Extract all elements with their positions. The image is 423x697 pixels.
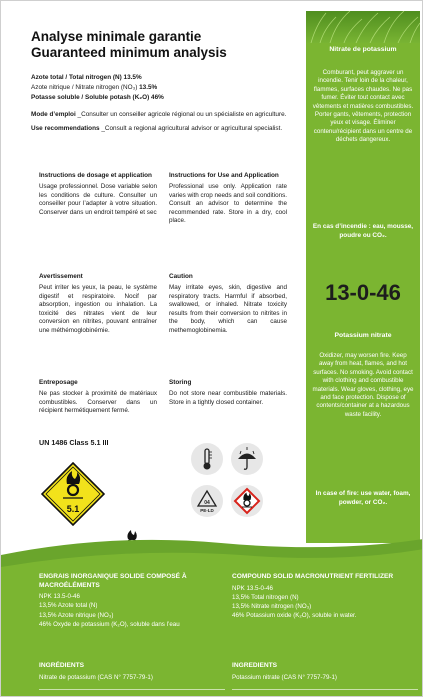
fr-warning-title: Avertissement bbox=[39, 273, 83, 280]
bottom-en-line: 46% Potassium oxide (K₂O), soluble in water. bbox=[232, 612, 357, 620]
fr-warning-section bbox=[39, 273, 157, 336]
fr-warning-text: Peut irriter les yeux, la peau, le système digestif et respiratoire. Nocif par absorption, ingestion ou inhalation. La toxicité des nitrates vient de leur conversion en nitrites, pouvant entraîner une méthémoglobinémie. bbox=[39, 284, 157, 334]
title-en: Guaranteed minimum analysis bbox=[31, 45, 227, 60]
panel-en-fire-text: In case of fire: use water, foam, powder, or CO₂. bbox=[315, 490, 411, 506]
bottom-fr-column bbox=[39, 573, 225, 681]
bottom-en-divider bbox=[232, 689, 418, 690]
panel-en-hazard-text: Oxidizer, may worsen fire. Keep away from heat, flames, and hot surfaces. No smoking. Avoid contact with clothing and combustible materials. Wear gloves, clothing, eye and face protection. Dispose of contents/container at a hazardous waste facility. bbox=[312, 352, 414, 418]
bottom-en-line: NPK 13.5-0-46 bbox=[232, 584, 273, 592]
usage-fr-text: _Consulter un conseiller agricole régional ou un spécialiste en agriculture. bbox=[75, 111, 287, 118]
usage-en-text: _Consult a regional agricultural advisor or agricultural specialist. bbox=[99, 124, 283, 132]
bottom-en-line: 13,5% Total nitrogen (N) bbox=[232, 593, 299, 601]
fr-storage-title: Entreposage bbox=[39, 379, 78, 386]
fr-dosage-title: Instructions de dosage et application bbox=[39, 172, 152, 179]
analysis-soluble-potash: Potasse soluble / Soluble potash (K₂O) 46% bbox=[31, 94, 164, 101]
bottom-fr-line: 13,5% Azote nitrique (NO₃) bbox=[39, 611, 114, 619]
bottom-fr-title: ENGRAIS INORGANIQUE SOLIDE COMPOSÉ À MACROÉLÉMENTS bbox=[39, 573, 187, 589]
bottom-fr-ingredients-title: INGRÉDIENTS bbox=[39, 662, 85, 669]
en-caution-title: Caution bbox=[169, 273, 193, 280]
panel-header-band bbox=[306, 11, 420, 43]
bottom-fr-list bbox=[39, 592, 225, 629]
pe-ld-label: PE-LD bbox=[200, 508, 214, 513]
title-fr: Analyse minimale garantie bbox=[31, 29, 202, 44]
usage-fr-label: Mode d’emploi bbox=[31, 111, 76, 118]
analysis-block bbox=[31, 73, 301, 103]
bottom-en-column bbox=[232, 573, 418, 681]
en-storing-section bbox=[169, 379, 287, 407]
analysis-total-nitrogen: Azote total / Total nitrogen (N) 13.5% bbox=[31, 74, 142, 81]
oxidizer-hazard-diamond bbox=[41, 462, 105, 526]
fr-storage-section bbox=[39, 379, 157, 416]
hazard-class-number: 5.1 bbox=[66, 504, 80, 514]
oxidizer-diamond-graphic bbox=[41, 462, 105, 526]
ghs-oxidizer-icon bbox=[231, 485, 263, 517]
usage-en-label: Use recommendations bbox=[31, 124, 100, 132]
usage-fr bbox=[31, 111, 301, 120]
bottom-band bbox=[1, 533, 423, 697]
analysis-nitrate-value: 13.5% bbox=[139, 84, 158, 91]
un-class-line: UN 1486 Class 5.1 III bbox=[39, 438, 109, 447]
en-storing-title: Storing bbox=[169, 379, 192, 386]
en-caution-section bbox=[169, 273, 287, 336]
grass-decoration bbox=[306, 11, 420, 43]
main-content bbox=[31, 29, 301, 134]
npk-ratio: 13-0-46 bbox=[325, 280, 401, 305]
en-use-section bbox=[169, 172, 287, 226]
bottom-en-list bbox=[232, 584, 418, 621]
bottom-en-ingredients-title: INGREDIENTS bbox=[232, 662, 278, 669]
keep-dry-umbrella-icon bbox=[231, 443, 263, 475]
bottom-en-ingredients: Potassium nitrate (CAS N° 7757-79-1) bbox=[232, 674, 337, 681]
bottom-fr-divider bbox=[39, 689, 225, 690]
fr-dosage-text: Usage professionnel. Dose variable selon les conditions de culture. Consulter un conseiller pour l’adapter à votre situation. Conserver dans un endroit tempéré et sec bbox=[39, 183, 157, 216]
en-use-text: Professional use only. Application rate varies with crop needs and soil conditions. Consult an advisor to determine the recommended rate. Store in a dry, cool place. bbox=[169, 183, 287, 225]
panel-en-product-name: Potassium nitrate bbox=[334, 332, 392, 339]
bottom-fr-line: 13,5% Azote total (N) bbox=[39, 602, 98, 610]
panel-fr-hazard-text: Comburant, peut aggraver un incendie. Tenir loin de la chaleur, flammes, surfaces chaudes. Ne pas fumer. Éviter tout contact avec vêtements et matières combustibles. Porter gants, vêtements, protection yeux et visage. Éliminer contenu/récipient dans un centre de déchets dangereux. bbox=[312, 69, 414, 144]
svg-text:04: 04 bbox=[204, 500, 210, 506]
analysis-nitrate-nitrogen bbox=[31, 83, 301, 93]
en-caution-text: May irritate eyes, skin, digestive and respiratory tracts. Harmful if absorbed, swallowed, or inhaled. Nitrate toxicity results from their conversion to nitrites in the body, which can cause methemoglobinemia. bbox=[169, 284, 287, 334]
bottom-en-title: COMPOUND SOLID MACRONUTRIENT FERTILIZER bbox=[232, 573, 394, 580]
en-use-title: Instructions for Use and Application bbox=[169, 172, 279, 179]
bottom-fr-line: NPK 13.5-0-46 bbox=[39, 593, 80, 600]
panel-fr-fire-text: En cas d’incendie : eau, mousse, poudre ou CO₂. bbox=[312, 223, 414, 239]
panel-fr-product-name: Nitrate de potassium bbox=[329, 46, 397, 53]
analysis-nitrate-label: Azote nitrique / Nitrate nitrogen (NO₃) bbox=[31, 84, 140, 91]
usage-en bbox=[31, 125, 301, 134]
bottom-fr-line: 46% Oxyde de potassium (K₂O), soluble dans l’eau bbox=[39, 620, 180, 628]
bottom-en-line: 13,5% Nitrate nitrogen (NO₃) bbox=[232, 603, 312, 611]
fr-dosage-section bbox=[39, 172, 157, 217]
en-storing-text: Do not store near combustible materials. Store in a tightly closed container. bbox=[169, 390, 287, 406]
safety-panel bbox=[306, 11, 420, 543]
bottom-fr-ingredients: Nitrate de potassium (CAS N° 7757-79-1) bbox=[39, 674, 153, 681]
fr-storage-text: Ne pas stocker à proximité de matériaux combustibles. Conserver dans un récipient hermétiquement fermé. bbox=[39, 390, 157, 415]
recycling-pe-ld-icon bbox=[191, 485, 223, 517]
keep-cool-icon bbox=[191, 443, 223, 475]
